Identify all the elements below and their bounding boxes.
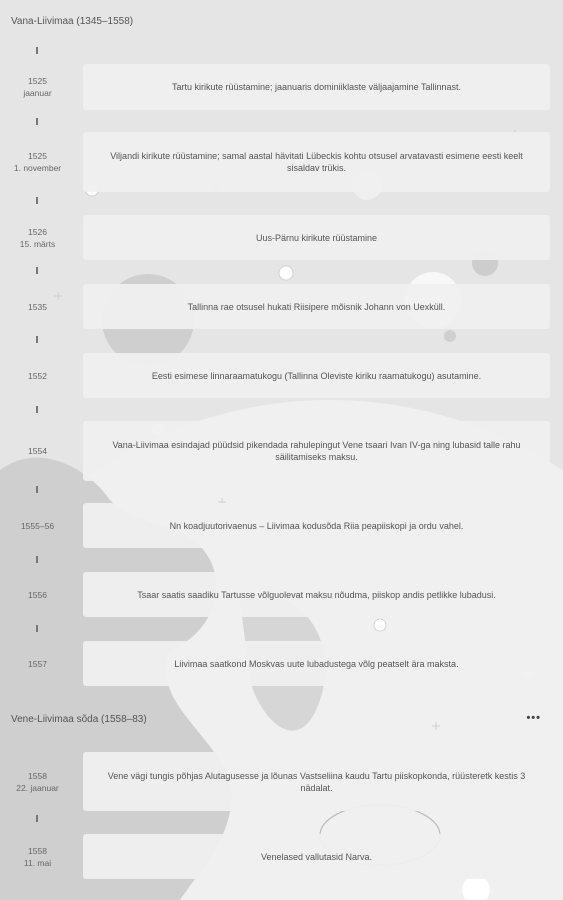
timeline-tick <box>36 815 38 822</box>
event-day: 22. jaanuar <box>16 782 59 793</box>
event-date <box>0 370 75 382</box>
event-day: 1. november <box>13 163 62 173</box>
event-card[interactable] <box>83 132 550 192</box>
event-card[interactable] <box>83 284 550 329</box>
event-year: 1526 <box>28 226 47 237</box>
event-card[interactable] <box>83 421 550 481</box>
event-description: Uus-Pärnu kirikute rüüstamine <box>255 232 378 243</box>
event-description: Nn koadjuutorivaenus – Liivimaa kodusõda Riia peapiiskopi ja ordu vahel. <box>169 520 464 531</box>
event-description: Vene vägi tungis põhjas Alutagusesse ja lõunas Vastseliina kaudu Tartu piiskopkonda, rüüsteretk kestis 3 nädalat. <box>107 770 526 793</box>
timeline-tick <box>36 625 38 632</box>
event-date <box>0 658 75 670</box>
timeline-tick <box>36 556 38 563</box>
timeline-tick <box>36 336 38 343</box>
timeline-tick <box>36 47 38 54</box>
event-date <box>0 770 75 794</box>
timeline-tick <box>36 267 38 274</box>
event-day: jaanuar <box>23 88 52 98</box>
event-card[interactable] <box>83 572 550 617</box>
timeline-tick <box>36 197 38 204</box>
event-card[interactable] <box>83 752 550 811</box>
event-description: Eesti esimese linnaraamatukogu (Tallinna Oleviste kiriku raamatukogu) asutamine. <box>151 370 482 381</box>
event-card[interactable] <box>83 641 550 686</box>
event-year: 1535 <box>28 301 47 312</box>
timeline-tick <box>36 406 38 413</box>
event-card[interactable] <box>83 215 550 260</box>
event-description: Tallinna rae otsusel hukati Riisipere mõisnik Johann von Uexküll. <box>187 301 446 312</box>
section-title-vana-liivimaa: Vana-Liivimaa (1345–1558) <box>11 16 134 27</box>
event-day: 11. mai <box>23 857 52 868</box>
event-date <box>0 301 75 313</box>
event-year: 1556 <box>28 589 47 600</box>
event-description: Venelased vallutasid Narva. <box>260 851 373 862</box>
event-year: 1525 <box>28 151 47 161</box>
event-description: Tartu kirikute rüüstamine; jaanuaris dominiiklaste väljaajamine Tallinnast. <box>172 82 461 92</box>
event-card[interactable] <box>83 503 550 548</box>
event-day: 15. märts <box>19 238 56 249</box>
event-year: 1525 <box>28 76 47 86</box>
timeline-tick <box>36 118 38 125</box>
section-title-vene-liivimaa-soda: Vene-Liivimaa sõda (1558–83) <box>11 714 147 725</box>
event-description: Vana-Liivimaa esindajad püüdsid pikendada rahulepingut Vene tsaari Ivan IV-ga ning lubasid talle rahu säilitamiseks maksu. <box>112 440 521 462</box>
event-year: 1554 <box>28 446 47 456</box>
event-year: 1558 <box>28 845 47 856</box>
event-description: Viljandi kirikute rüüstamine; samal aastal hävitati Lübeckis kohtu otsusel arvatavasti esimene eesti keelt sisaldav trükis. <box>110 151 523 173</box>
event-description: Tsaar saatis saadiku Tartusse võlguolevat maksu nõudma, piiskop andis petlikke lubadusi. <box>137 589 496 600</box>
event-year: 1555–56 <box>20 520 55 531</box>
event-date <box>0 75 75 99</box>
event-date <box>0 150 75 174</box>
event-card[interactable] <box>83 64 550 110</box>
event-date <box>0 445 75 457</box>
event-card[interactable] <box>83 834 550 879</box>
event-date <box>0 845 75 869</box>
event-year: 1552 <box>28 370 47 381</box>
more-options-button[interactable]: ••• <box>526 712 541 724</box>
event-description: Liivimaa saatkond Moskvas uute lubadustega võlg peatselt ära maksta. <box>174 658 459 669</box>
timeline-tick <box>36 486 38 493</box>
event-date <box>0 520 75 532</box>
event-card[interactable] <box>83 353 550 398</box>
event-year: 1558 <box>28 770 47 781</box>
event-date <box>0 226 75 250</box>
event-date <box>0 589 75 601</box>
event-year: 1557 <box>28 658 47 669</box>
